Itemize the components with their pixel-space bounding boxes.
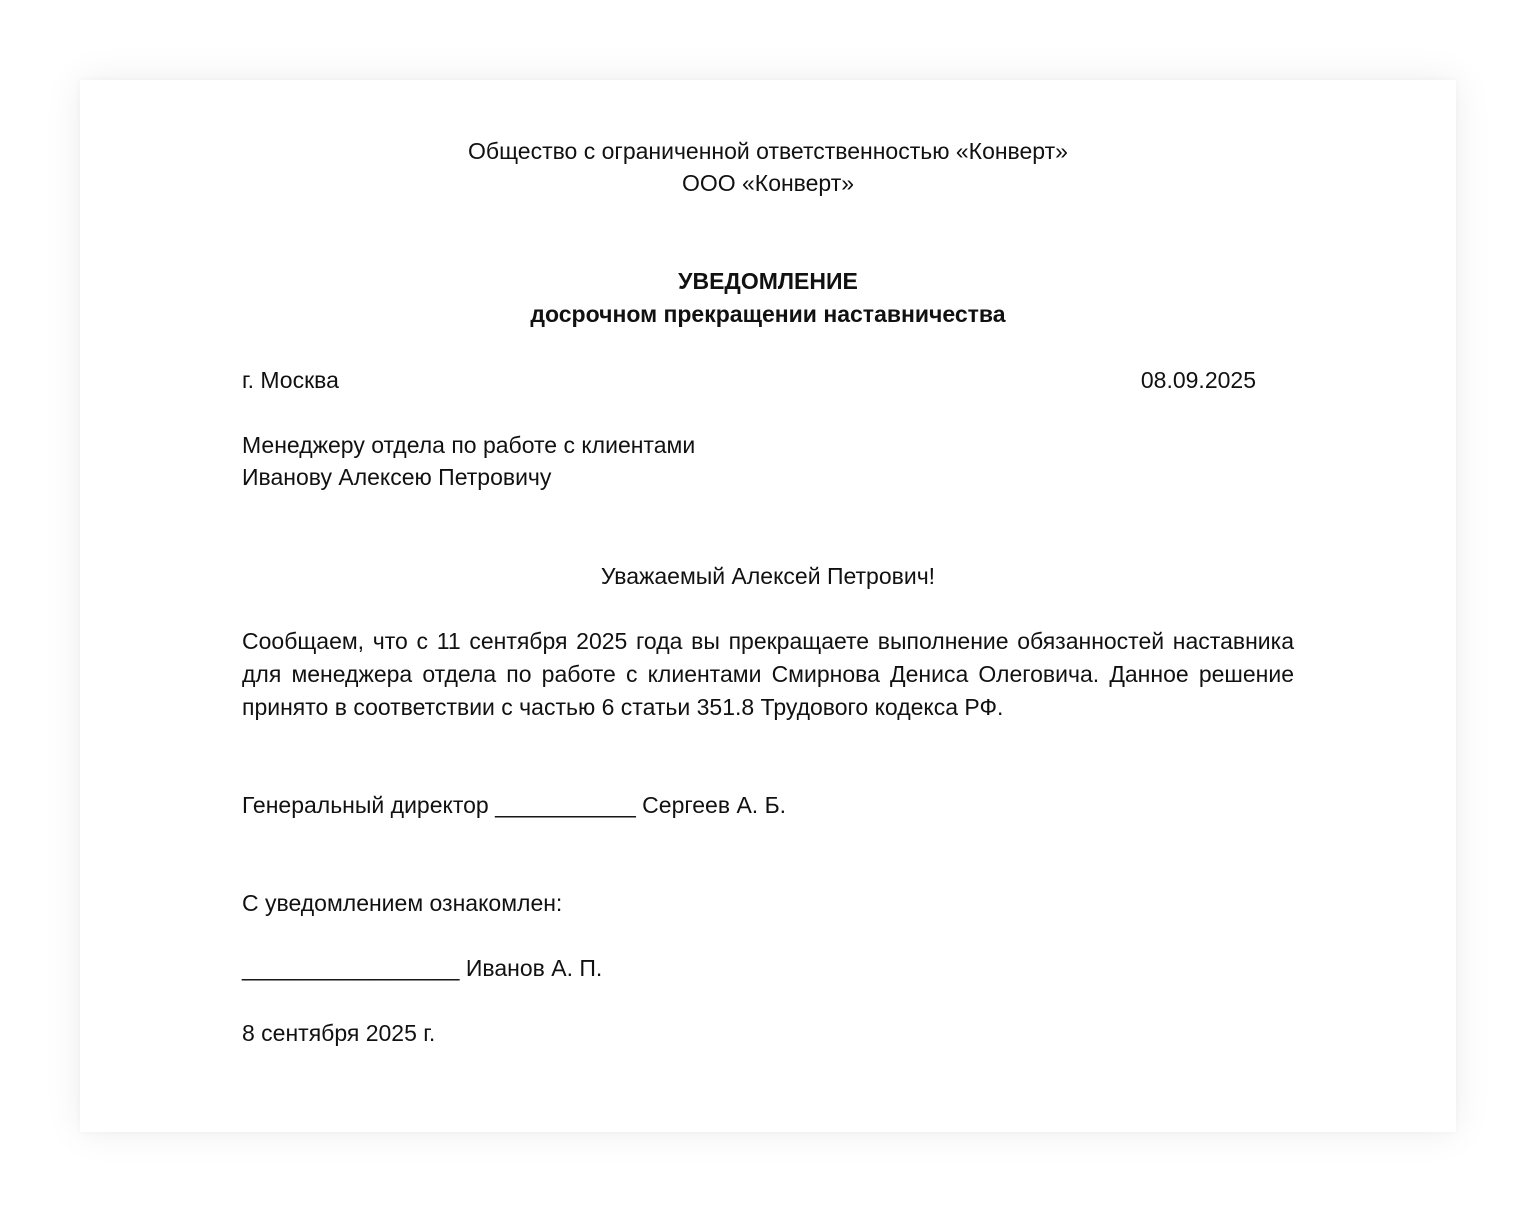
acknowledgement-signature-line: _________________ Иванов А. П. bbox=[242, 955, 603, 981]
acknowledgement-label: С уведомлением ознакомлен: bbox=[242, 890, 563, 916]
greeting: Уважаемый Алексей Петрович! bbox=[600, 563, 936, 589]
body-paragraph: Сообщаем, что с 11 сентября 2025 года вы прекращаете выполнение обязанностей наставника для менеджера отдела по работе с клиентами Смирнова Дениса Олеговича. Данное решение принято в соответствии с частью 6 статьи 351.8 Трудового кодекса РФ. bbox=[242, 628, 1294, 720]
organization-full-name: Общество с ограниченной ответственностью «Конверт» bbox=[468, 138, 1068, 164]
document-title: УВЕДОМЛЕНИЕ bbox=[678, 268, 858, 294]
director-signature-line: Генеральный директор ___________ Сергеев А. Б. bbox=[242, 792, 787, 818]
addressee-name: Иванову Алексею Петровичу bbox=[242, 464, 552, 490]
document-page bbox=[80, 80, 1456, 1132]
document-place: г. Москва bbox=[242, 367, 339, 393]
document-date: 08.09.2025 bbox=[1140, 367, 1256, 393]
organization-short-name: ООО «Конверт» bbox=[681, 170, 855, 196]
document-subtitle: досрочном прекращении наставничества bbox=[530, 301, 1006, 327]
addressee-position: Менеджеру отдела по работе с клиентами bbox=[242, 432, 696, 458]
acknowledgement-date: 8 сентября 2025 г. bbox=[242, 1020, 436, 1046]
